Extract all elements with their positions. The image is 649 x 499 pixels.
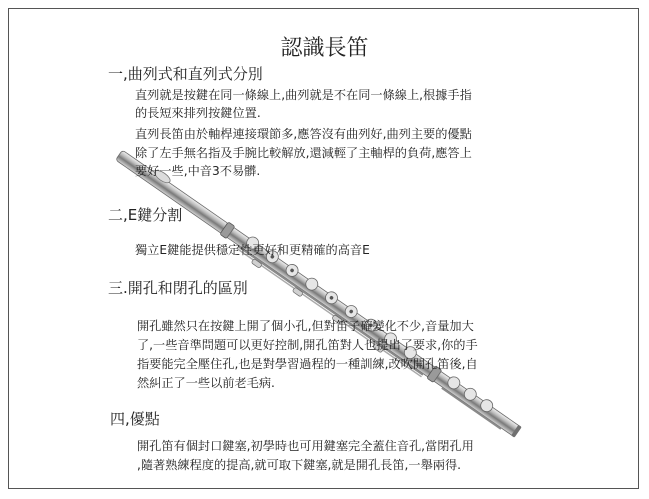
section-1-line: 要好一些,中音3不易髒. xyxy=(135,164,261,178)
section-heading-2: 二,E鍵分割 xyxy=(108,206,183,224)
section-4-line: ,隨著熟練程度的提高,就可取下鍵塞,就是開孔長笛,一舉兩得. xyxy=(137,458,462,472)
section-2-line: 獨立E鍵能提供穩定性更好和更精確的高音E xyxy=(135,243,370,257)
section-1-line: 除了左手無名指及手腕比較解放,還減輕了主軸桿的負荷,應答上 xyxy=(135,146,472,160)
section-1-line: 的長短來排列按鍵位置. xyxy=(135,106,261,120)
section-1-line: 直列長笛由於軸桿連接環節多,應答沒有曲列好,曲列主要的優點 xyxy=(135,127,472,141)
section-3-line: 指要能完全壓住孔,也是對學習過程的一種訓練,改吹開孔笛後,自 xyxy=(137,357,478,371)
slide xyxy=(8,8,639,489)
section-3-line: 了,一些音準問題可以更好控制,開孔笛對人也提出了要求,你的手 xyxy=(137,338,478,352)
section-3-line: 開孔雖然只在按鍵上開了個小孔,但對笛子確變化不少,音量加大 xyxy=(137,319,474,333)
section-1-line: 直列就是按鍵在同一條線上,曲列就是不在同一條線上,根據手指 xyxy=(135,88,472,102)
section-3-line: 然糾正了一些以前老毛病. xyxy=(137,376,275,390)
section-heading-3: 三.開孔和閉孔的區別 xyxy=(108,279,248,297)
section-4-line: 開孔笛有個封口鍵塞,初學時也可用鍵塞完全蓋住音孔,當閉孔用 xyxy=(137,439,474,453)
page-title: 認識長笛 xyxy=(280,36,369,61)
section-heading-1: 一,曲列式和直列式分別 xyxy=(108,65,263,83)
section-heading-4: 四,優點 xyxy=(110,410,160,428)
